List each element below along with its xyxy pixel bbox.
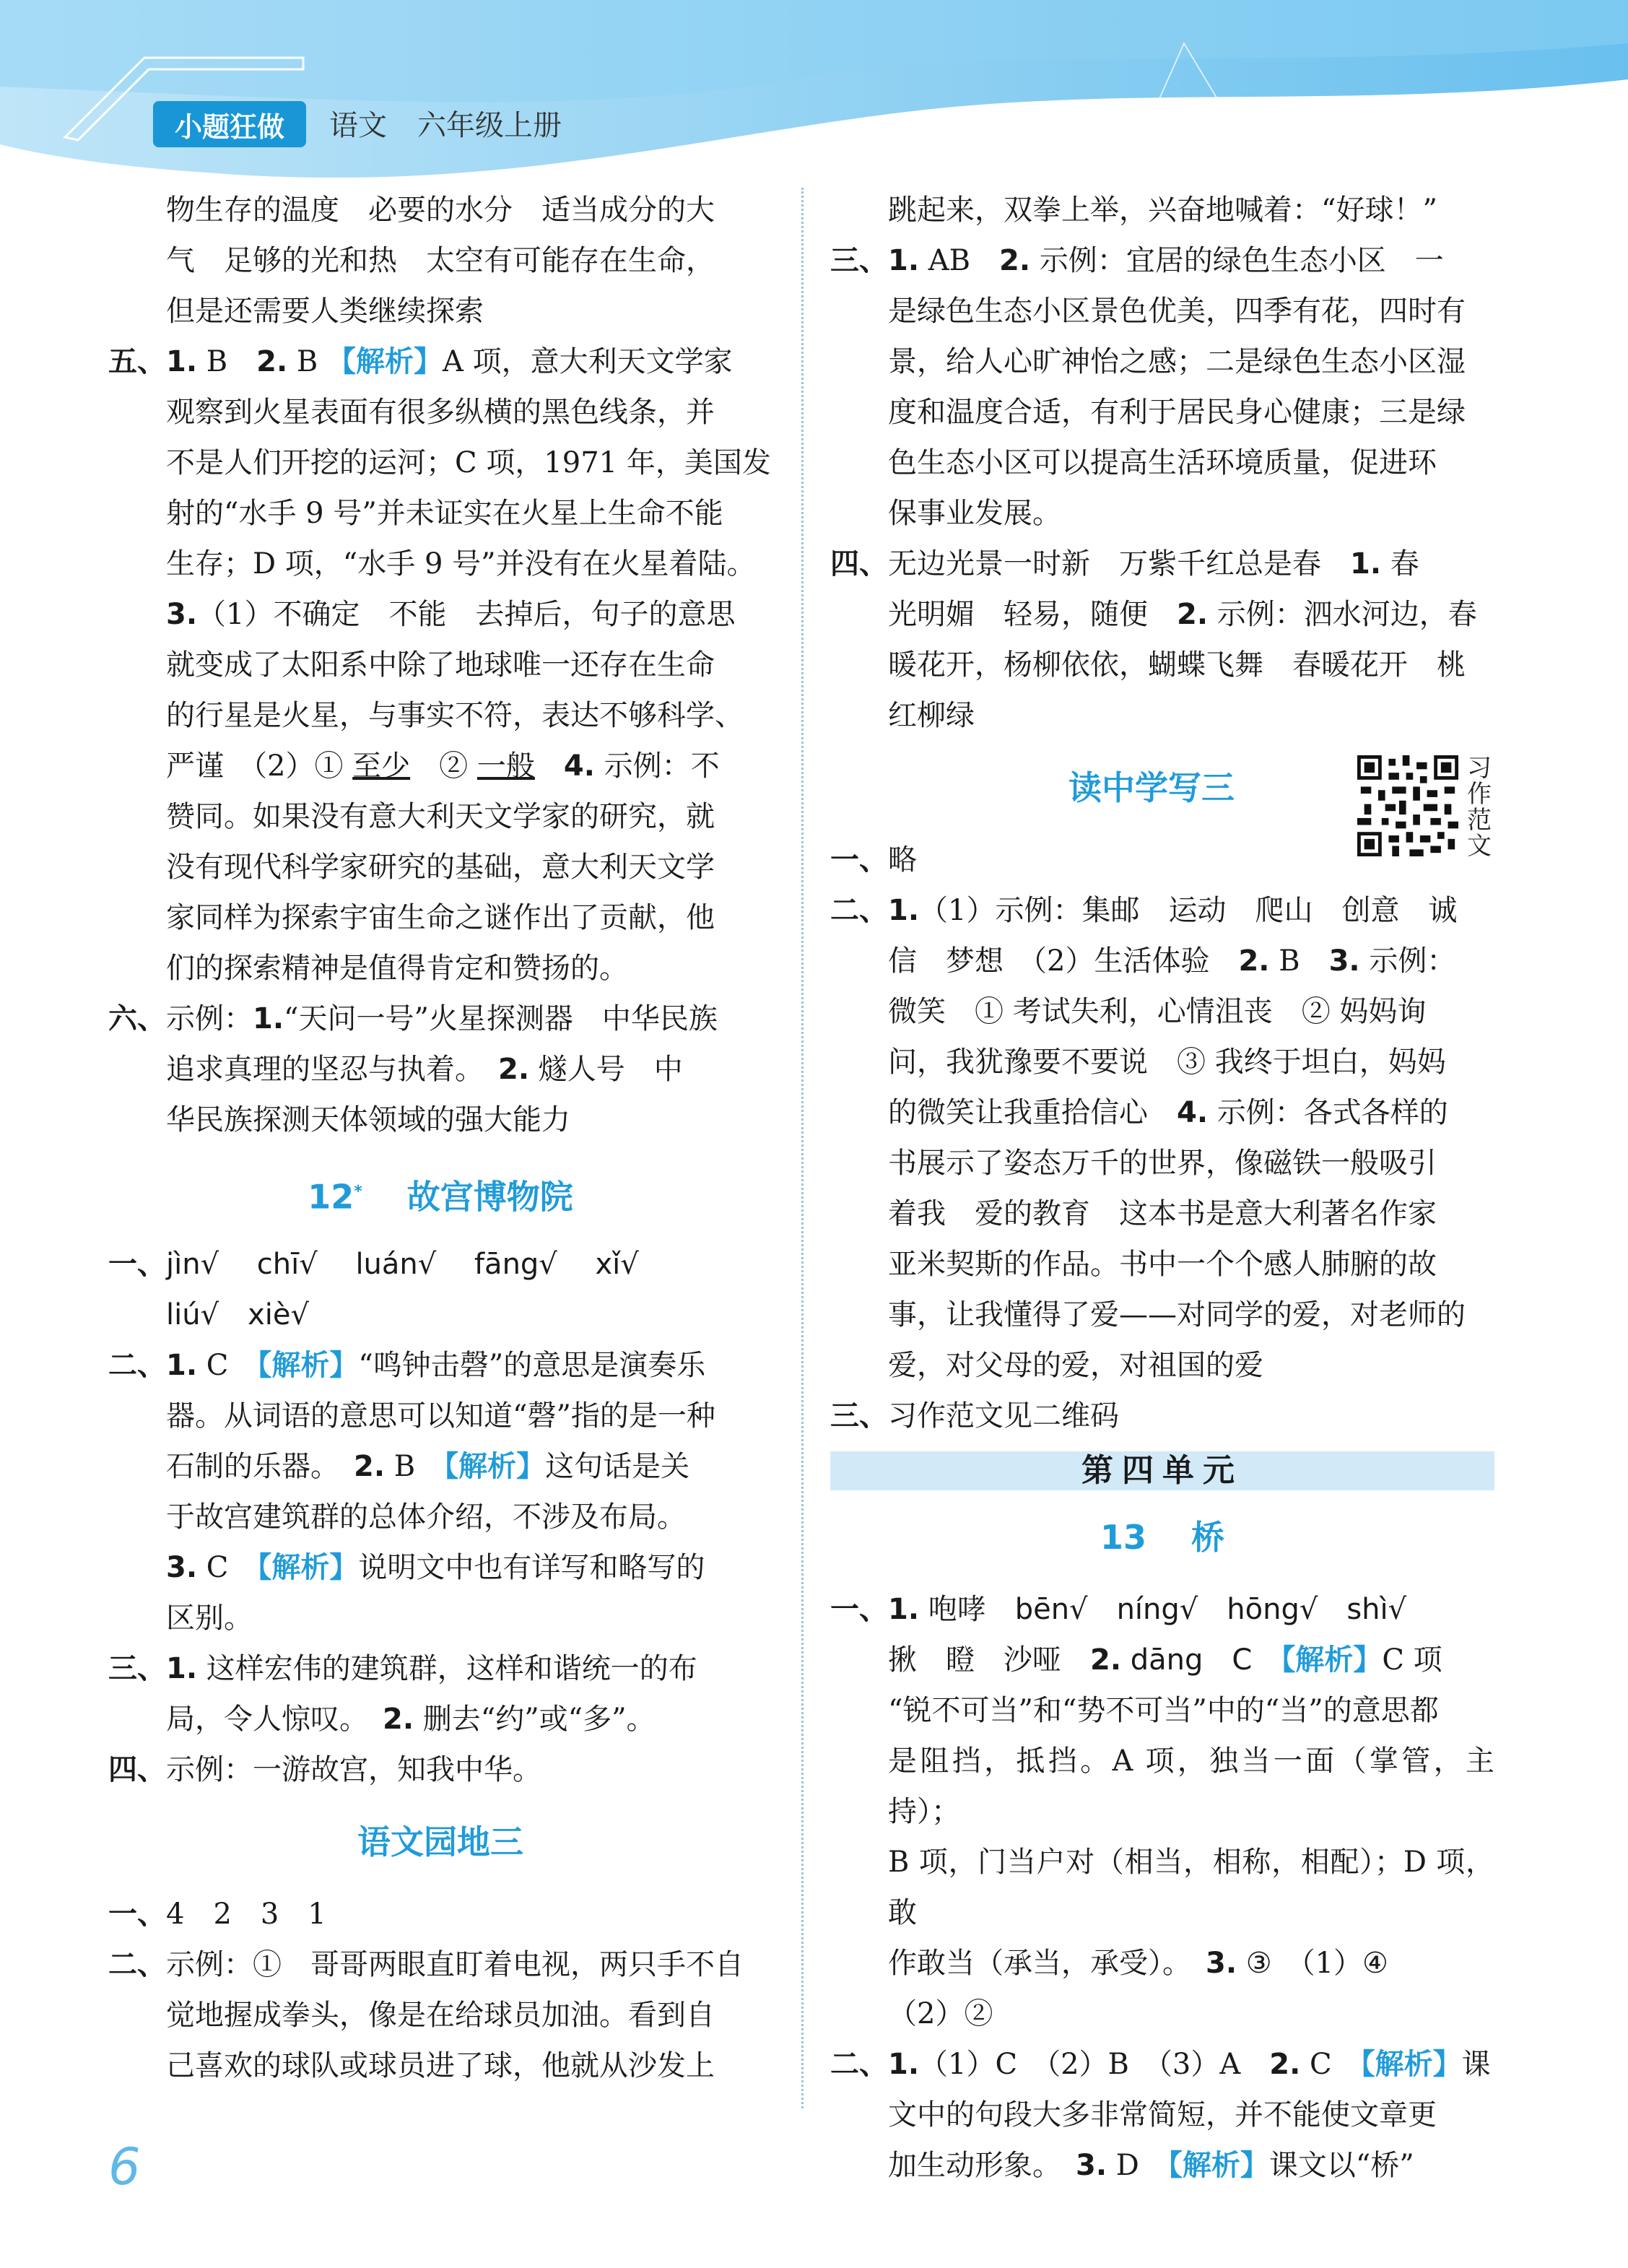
q-num: 2. (383, 1703, 414, 1736)
q-num: 3. (166, 1551, 198, 1584)
text: 严谨 （2）① (166, 750, 344, 783)
section-label: 二、 (108, 1947, 166, 1981)
text: B (1269, 944, 1329, 978)
text-line: 气 足够的光和热 太空有可能存在生命， (166, 244, 715, 277)
text-line: 区别。 (166, 1602, 253, 1635)
q-num: 2. (1269, 2048, 1301, 2081)
text: 这样宏伟的建筑群，这样和谐统一的布 (197, 1652, 697, 1685)
analysis-tag: 【解析】 (257, 1349, 359, 1382)
text: 示例：泗水河边，春 (1208, 598, 1477, 631)
text: jìn√ chī√ luán√ fāng√ xǐ√ (166, 1248, 639, 1281)
rw-section-2 (830, 885, 1494, 1391)
section-label: 二、 (830, 2047, 888, 2081)
text: 略 (888, 843, 917, 877)
text-line: 微笑 ① 考试失利，心情沮丧 ② 妈妈询 (888, 995, 1427, 1028)
grade-label: 六年级上册 (417, 109, 562, 142)
text: 的微笑让我重拾信心 (888, 1096, 1177, 1129)
reading-writing-title: 读中学写三 (1068, 768, 1235, 807)
text-line: （2）② (888, 1997, 993, 2030)
text: 局，令人惊叹。 (166, 1703, 383, 1736)
text-line: 爱，对父母的爱，对祖国的爱 (888, 1349, 1263, 1382)
l12-section-3 (108, 1643, 772, 1745)
text-line: 色生态小区可以提高生活环境质量，促进环 (888, 446, 1437, 479)
text-line: 觉地握成拳头，像是在给球员加油。看到自 (166, 1999, 715, 2032)
text: 示例：① 哥哥两眼直盯着电视，两只手不自 (166, 1948, 744, 1981)
text: 加生动形象。 (888, 2149, 1076, 2182)
section-label: 一、 (108, 1247, 166, 1281)
text: C 项 (1382, 1643, 1442, 1677)
text-line: 暖花开，杨柳依依，蝴蝶飞舞 春暖花开 桃 (888, 648, 1466, 682)
star-mark: * (354, 1183, 362, 1201)
q-num: 1. (253, 1002, 284, 1035)
text-line: 文中的句段大多非常简短，并不能使文章更 (888, 2098, 1437, 2132)
lesson-13-title (830, 1490, 1494, 1584)
section-6 (108, 994, 772, 1145)
section-label: 一、 (108, 1897, 166, 1931)
q-num: 1. (888, 1593, 920, 1626)
section-5 (108, 336, 772, 994)
q-num: 1. (888, 244, 920, 277)
qr-label: 习作范文 (1467, 754, 1492, 861)
text-line: 亚米契斯的作品。书中一个个感人肺腑的故 (888, 1248, 1437, 1281)
text: C (197, 1349, 258, 1382)
text-line: 华民族探测天体领域的强大能力 (166, 1103, 570, 1137)
garden-section-1 (108, 1889, 772, 1939)
text-line: 观察到火星表面有很多纵横的黑色线条，并 (166, 396, 715, 429)
text: （1）C （2）B （3）A (919, 2048, 1270, 2081)
text: B (385, 1450, 445, 1483)
text: 作敢当（承当，承受）。 (888, 1947, 1206, 1980)
garden-section-2 (108, 1939, 772, 2091)
text: 示例：不 (594, 750, 720, 783)
section-label: 三、 (830, 1399, 888, 1433)
section-label: 二、 (830, 893, 888, 927)
q-num: 4. (563, 750, 595, 783)
text: 示例：一游故宫，知我中华。 (166, 1753, 541, 1786)
page-number: 6 (108, 2137, 141, 2197)
text: dāng C (1121, 1643, 1281, 1677)
text: ③ （1）④ (1237, 1947, 1388, 1980)
unit-4-banner: 第四单元 (830, 1451, 1494, 1490)
q-num: 1. (888, 2048, 920, 2081)
text: 燧人号 中 (529, 1053, 683, 1086)
q-num: 2. (256, 345, 288, 378)
text: 咆哮 bēn√ níng√ hōng√ shì√ (919, 1593, 1407, 1626)
q-num: 1. (166, 345, 198, 378)
text-line: liú√ xiè√ (166, 1298, 309, 1331)
text-line: “锐不可当”和“势不可当”中的“当”的意思都 (888, 1694, 1439, 1727)
text: B (197, 345, 257, 378)
l13-section-2 (830, 2039, 1494, 2191)
text: ② (410, 750, 469, 783)
text: C (1300, 2048, 1361, 2081)
section-label: 一、 (830, 843, 888, 877)
q-num: 1. (1350, 547, 1382, 581)
text-line: 就变成了太阳系中除了地球唯一还存在生命 (166, 648, 715, 682)
l12-section-4 (108, 1745, 772, 1795)
text-line: 于故宫建筑群的总体介绍，不涉及布局。 (166, 1500, 686, 1534)
text-line: B 项，门当户对（相当，相称，相配）；D 项，敢 (888, 1846, 1494, 1929)
text: 说明文中也有详写和略写的 (358, 1551, 705, 1584)
text-line: 度和温度合适，有利于居民身心健康；三是绿 (888, 396, 1466, 429)
text-line: 不是人们开挖的运河；C 项，1971 年，美国发 (166, 446, 771, 479)
text: 追求真理的坚忍与执着。 (166, 1053, 498, 1086)
analysis-tag: 【解析】 (1360, 2048, 1462, 2081)
qr-code-icon[interactable] (1357, 755, 1458, 856)
q-num: 4. (1177, 1096, 1209, 1129)
text-line: 己喜欢的球队或球员进了球，他就从沙发上 (166, 2049, 715, 2082)
q-num: 2. (1090, 1643, 1122, 1677)
text: “天问一号”火星探测器 中华民族 (284, 1002, 718, 1035)
text: 光明媚 轻易，随便 (888, 598, 1177, 631)
section-label: 三、 (830, 243, 888, 277)
lesson-number: 12 (308, 1177, 354, 1217)
text-line: 赞同。如果没有意大利天文学家的研究，就 (166, 800, 715, 833)
right-column (830, 185, 1494, 2191)
text-line: 射的“水手 9 号”并未证实在火星上生命不能 (166, 497, 723, 530)
text (535, 750, 564, 783)
analysis-tag: 【解析】 (1167, 2149, 1269, 2182)
text: 示例：宜居的绿色生态小区 一 (1030, 244, 1444, 277)
text-line: 是阻挡，抵挡。A 项，独当一面（掌管，主持）； (888, 1745, 1494, 1828)
left-column (108, 185, 772, 2091)
section-label: 一、 (830, 1592, 888, 1626)
l13-section-1 (830, 1584, 1494, 2039)
text: “鸣钟击磬”的意思是演奏乐 (358, 1349, 706, 1382)
q-num: 2. (354, 1450, 386, 1483)
l12-section-2 (108, 1340, 772, 1643)
q-num: 3. (166, 598, 198, 631)
l12-section-1 (108, 1239, 772, 1340)
text-line: 红柳绿 (888, 699, 975, 732)
text: AB (919, 244, 1000, 277)
text: 示例： (166, 1002, 253, 1035)
text-line: 跳起来，双拳上举，兴奋地喊着：“好球！” (888, 194, 1437, 227)
text: B (287, 345, 327, 378)
section-label: 二、 (108, 1348, 166, 1382)
text: 这句话是关 (545, 1450, 690, 1483)
lesson-name: 故宫博物院 (406, 1177, 573, 1217)
text-line: 但是还需要人类继续探索 (166, 295, 484, 328)
text-line: 事，让我懂得了爱——对同学的爱，对老师的 (888, 1298, 1466, 1331)
text-line: 问，我犹豫要不要说 ③ 我终于坦白，妈妈 (888, 1046, 1446, 1079)
q-num: 3. (1206, 1947, 1237, 1980)
text: 删去“约”或“多”。 (414, 1703, 656, 1736)
text: 信 梦想 （2）生活体验 (888, 944, 1239, 978)
text: 4 2 3 1 (166, 1898, 326, 1931)
analysis-tag: 【解析】 (444, 1450, 546, 1483)
text: 无边光景一时新 万紫千红总是春 (888, 547, 1350, 581)
text: 示例： (1359, 944, 1456, 978)
text: 石制的乐器。 (166, 1450, 354, 1483)
analysis-tag: 【解析】 (327, 345, 443, 378)
text-line: 物生存的温度 必要的水分 适当成分的大 (166, 194, 715, 227)
r-section-3 (830, 235, 1494, 539)
text-line: 没有现代科学家研究的基础，意大利天文学 (166, 851, 715, 884)
text-line: 景，给人心旷神怡之感；二是绿色生态小区湿 (888, 345, 1466, 378)
text-line: 保事业发展。 (888, 497, 1061, 530)
text: 习作范文见二维码 (888, 1399, 1119, 1433)
underlined-answer: 至少 (352, 750, 411, 783)
q-num: 3. (1076, 2149, 1107, 2182)
section-label: 四、 (830, 547, 888, 581)
text: A 项，意大利天文学家 (443, 345, 733, 378)
text: C (197, 1551, 258, 1584)
q-num: 1. (166, 1652, 198, 1685)
q-num: 2. (1177, 598, 1209, 631)
text-line: 家同样为探索宇宙生命之谜作出了贡献，他 (166, 901, 715, 934)
section-label: 四、 (108, 1752, 166, 1786)
rw-section-3 (830, 1391, 1494, 1441)
q-num: 1. (166, 1349, 198, 1382)
text: 揪 瞪 沙哑 (888, 1643, 1090, 1677)
garden-title: 语文园地三 (357, 1822, 523, 1861)
text-line: 器。从词语的意思可以知道“磬”指的是一种 (166, 1399, 715, 1433)
text-line: 们的探索精神是值得肯定和赞扬的。 (166, 952, 628, 985)
q-num: 2. (999, 244, 1031, 277)
text: D (1107, 2149, 1168, 2182)
lesson-12-title (108, 1145, 772, 1239)
underlined-answer: 一般 (476, 750, 535, 783)
q-num: 2. (498, 1053, 530, 1086)
column-divider (801, 188, 804, 2108)
text-line: 书展示了姿态万千的世界，像磁铁一般吸引 (888, 1147, 1437, 1180)
text: 课文以“桥” (1268, 2149, 1414, 2182)
text: 课 (1461, 2048, 1491, 2081)
r-section-4 (830, 539, 1494, 741)
q-num: 1. (888, 894, 920, 927)
subject-label: 语文 (329, 109, 387, 142)
text-line: 是绿色生态小区景色优美，四季有花，四时有 (888, 295, 1466, 328)
text: （1）不确定 不能 去掉后，句子的意思 (197, 598, 736, 631)
q-num: 2. (1238, 944, 1270, 978)
q-num: 3. (1328, 944, 1360, 978)
text-line: 着我 爱的教育 这本书是意大利著名作家 (888, 1197, 1437, 1230)
text: （1）示例：集邮 运动 爬山 创意 诚 (919, 894, 1458, 927)
text-line: 的行星是火星，与事实不符，表达不够科学、 (166, 699, 744, 732)
section-label: 五、 (108, 344, 166, 378)
analysis-tag: 【解析】 (1281, 1643, 1383, 1677)
section-label: 三、 (108, 1651, 166, 1685)
series-badge: 小题狂做 (153, 101, 306, 147)
text: 春 (1381, 547, 1419, 581)
text: 示例：各式各样的 (1208, 1096, 1448, 1129)
analysis-tag: 【解析】 (257, 1551, 359, 1584)
lesson-number: 13 (1100, 1518, 1146, 1557)
section-label: 六、 (108, 1002, 166, 1035)
text-line: 生存；D 项，“水手 9 号”并没有在火星着陆。 (166, 547, 756, 581)
lesson-name: 桥 (1191, 1518, 1225, 1557)
